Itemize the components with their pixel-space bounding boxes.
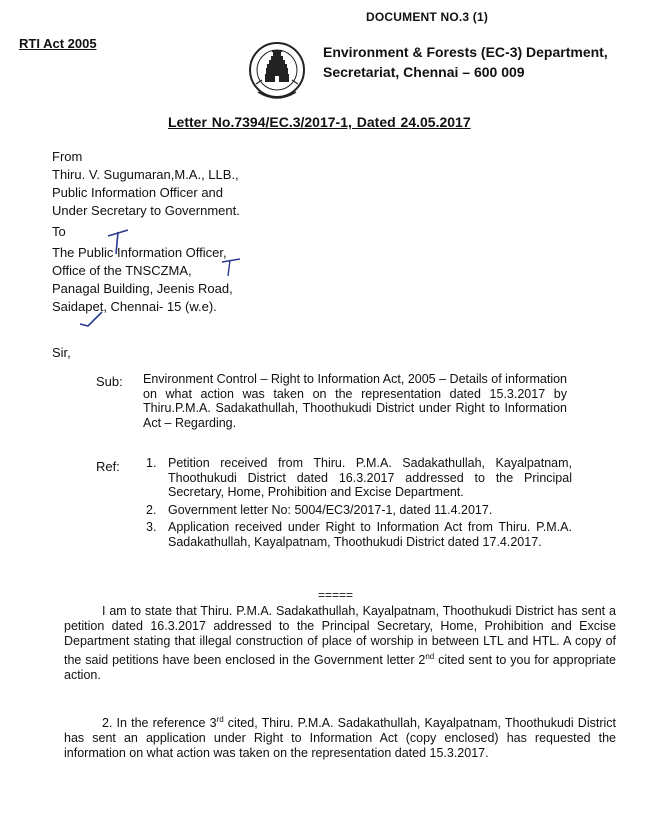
section-separator: ===== [318, 588, 354, 602]
department-address [323, 42, 608, 82]
from-line: Thiru. V. Sugumaran,M.A., LLB., [52, 167, 239, 182]
reference-text: Petition received from Thiru. P.M.A. Sadakathullah, Kayalpatnam, Thoothukudi District dated 16.3.2017 addressed to the Principal Secretary, Home, Prohibition and Excise Department. [168, 456, 572, 499]
pen-tick-mark-icon [76, 308, 106, 330]
letter-reference: Letter No.7394/EC.3/2017-1, Dated 24.05.2017 [168, 114, 471, 130]
from-line: Public Information Officer and [52, 185, 224, 200]
to-line: The Public Information Officer, [52, 245, 227, 260]
from-label: From [52, 149, 83, 164]
reference-list [146, 456, 572, 552]
subject-label: Sub: [96, 374, 123, 389]
subject-text: Environment Control – Right to Information Act, 2005 – Details of information on what action was taken on the representation dated 15.3.2017 by Thiru.P.M.A. Sadakathullah, Thoothukudi District under Right to Information Act – Regarding. [143, 372, 567, 430]
body-paragraph-1 [64, 604, 616, 683]
reference-item [146, 456, 572, 500]
tamil-nadu-government-seal-icon [248, 38, 306, 108]
paragraph-text: cited sent to you for appropriate action. [64, 653, 616, 683]
to-label: To [52, 224, 66, 239]
salutation: Sir, [52, 345, 71, 360]
reference-number: 1. [146, 456, 157, 470]
reference-number: 3. [146, 520, 157, 534]
paragraph-text: 2. In the reference 3 [102, 716, 217, 731]
document-number: DOCUMENT NO.3 (1) [366, 10, 489, 24]
to-line: Panagal Building, Jeenis Road, [52, 281, 233, 296]
from-block [52, 148, 240, 220]
to-line: Saidapet, Chennai- 15 (w.e). [52, 299, 217, 314]
from-line: Under Secretary to Government. [52, 203, 240, 218]
ordinal-suffix: rd [216, 715, 224, 724]
reference-text: Government letter No: 5004/EC3/2017-1, dated 11.4.2017. [168, 502, 493, 517]
reference-number: 2. [146, 502, 157, 517]
pen-tick-mark-icon [220, 256, 244, 278]
reference-label: Ref: [96, 459, 120, 474]
body-paragraph-2 [64, 712, 616, 761]
reference-item [146, 503, 572, 518]
to-line: Office of the TNSCZMA, [52, 263, 192, 278]
paragraph-text: I am to state that Thiru. P.M.A. Sadakathullah, Kayalpatnam, Thoothukudi District has sent a petition dated 16.3.2017 addressed to the Principal Secretary, Home, Prohibition and Excise Department stating that illegal construction of place of worship in between LTL and HTL. A copy of the said petitions have been enclosed in the Government letter 2 [64, 604, 616, 668]
reference-text: Application received under Right to Information Act from Thiru. P.M.A. Sadakathullah, Kayalpatnam, Thoothukudi District dated 17.4.2017. [168, 520, 572, 549]
department-line-2: Secretariat, Chennai – 600 009 [323, 64, 525, 80]
department-line-1: Environment & Forests (EC-3) Department, [323, 44, 608, 60]
reference-item [146, 520, 572, 549]
ordinal-suffix: nd [425, 652, 435, 661]
rti-act-label: RTI Act 2005 [19, 36, 97, 51]
to-block [52, 244, 233, 316]
pen-tick-mark-icon [104, 226, 134, 256]
paragraph-text: cited, Thiru. P.M.A. Sadakathullah, Kayalpatnam, Thoothukudi District has sent an application under Right to Information Act (copy enclosed) has requested the information on what action was taken on the representation dated 15.3.2017. [64, 716, 616, 761]
